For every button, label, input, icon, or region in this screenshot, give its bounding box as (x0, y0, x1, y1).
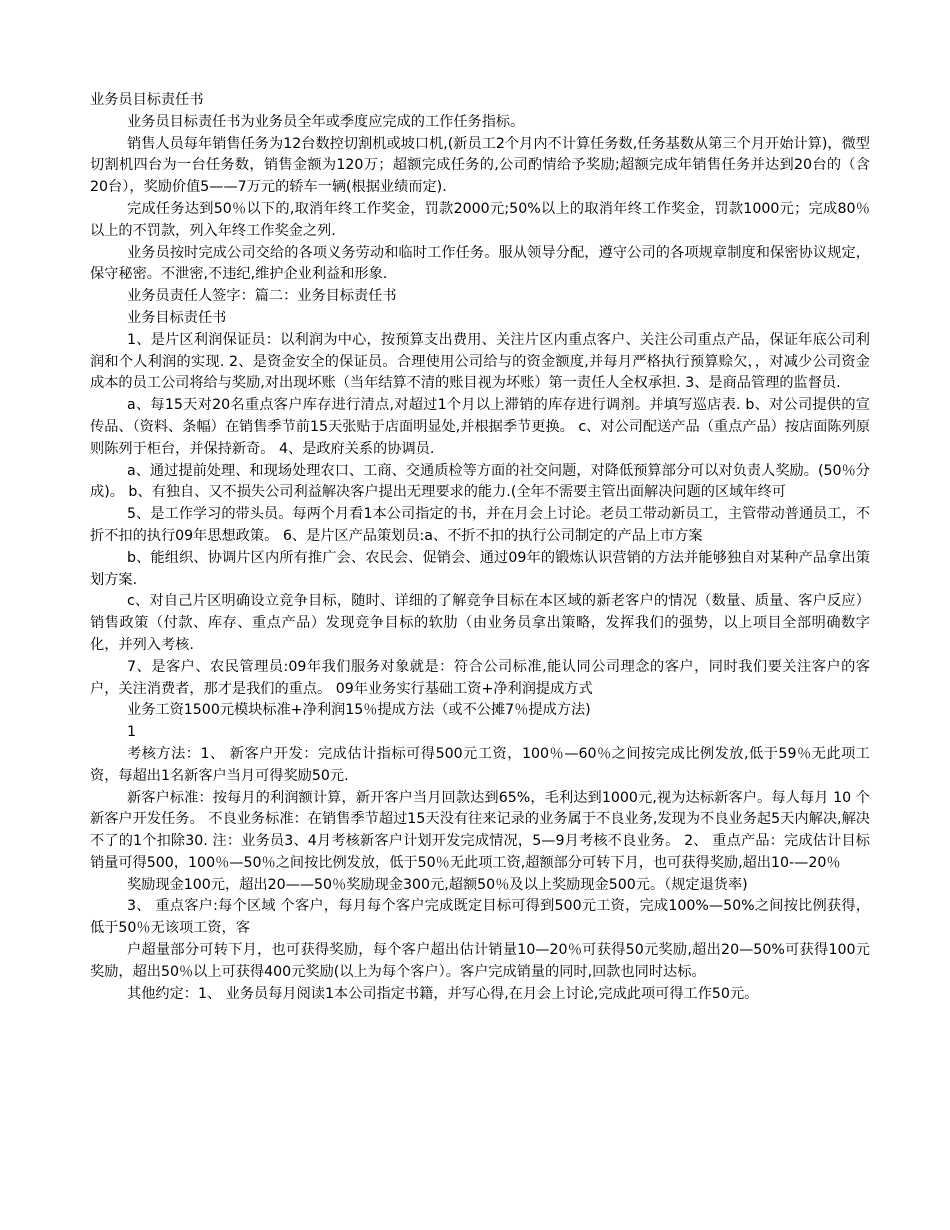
paragraph: 业务员责任人签字：篇二：业务目标责任书 (127, 288, 397, 305)
section-heading: 业务目标责任书 (127, 309, 227, 326)
paragraph: 新客户标准：按每月的利润额计算，新开客户当月回款达到65%，毛利达到1000元,视为达标新客户。每人每月 10 个新客户开发任务。 不良业务标准：在销售季节超过15天没有往来记录的业务属于不良业务,发现为不良业务起5天内解决,解决不了的1个扣除30. 注：业务员3、4月考核新客户计划开发完成情况，5—9月考核不良业务。 2、 重点产品：完成估计目标销量可得500，100％—50％之间按比例发放，低于50％无此项工资,超额部分可转下月，也可获得奖励,超出10-—20％ (90, 789, 870, 871)
paragraph: 奖励现金100元，超出20——50％奖励现金300元,超额50％及以上奖励现金500元。（规定退货率) (127, 876, 748, 893)
paragraph: 5、是工作学习的带头员。每两个月看1本公司指定的书，并在月会上讨论。老员工带动新员工，主管带动普通员工，不折不扣的执行09年思想政策。 6、是片区产品策划员:a、不折不扣的执行公司制定的产品上市方案 (90, 506, 870, 544)
paragraph: 业务员目标责任书为业务员全年或季度应完成的工作任务指标。 (127, 113, 525, 130)
paragraph: b、能组织、协调片区内所有推广会、农民会、促销会、通过09年的锻炼认识营销的方法并能够独自对某种产品拿出策划方案. (90, 549, 870, 588)
document-title: 业务员目标责任书 (90, 92, 204, 108)
paragraph: 户超量部分可转下月，也可获得奖励，每个客户超出估计销量10—20％可获得50元奖励,超出20—50%可获得100元奖励，超出50％以上可获得400元奖励(以上为每个客户）。客户完成销量的同时,回款也同时达标。 (90, 942, 870, 980)
paragraph: 销售人员每年销售任务为12台数控切割机或坡口机,(新员工2个月内不计算任务数,任务基数从第三个月开始计算)，微型切割机四台为一台任务数，销售金额为120万；超额完成任务的,公司酌情给予奖励;超额完成年销售任务并达到20台的（含20台），奖励价值5——7万元的轿车一辆(根据业绩而定). (90, 135, 870, 196)
paragraph: 3、 重点客户:每个区域 个客户，每月每个客户完成既定目标可得到500元工资，完成100%—50%之间按比例获得，低于50％无该项工资，客 (90, 898, 870, 937)
paragraph: 业务工资1500元模块标准+净利润15％提成方法（或不公摊7％提成方法) (127, 702, 591, 719)
paragraph: 业务员按时完成公司交给的各项义务劳动和临时工作任务。服从领导分配，遵守公司的各项规章制度和保密协议规定，保守秘密。不泄密,不违纪,维护企业利益和形象. (90, 244, 870, 283)
page-number: 1 (127, 724, 137, 741)
paragraph: a、通过提前处理、和现场处理农口、工商、交通质检等方面的社交问题，对降低预算部分可以对负责人奖励。(50％分成)。 b、有独自、又不损失公司利益解决客户提出无理要求的能力.(全年不需要主管出面解决问题的区域年终可 (90, 462, 870, 501)
paragraph: 其他约定：1、 业务员每月阅读1本公司指定书籍，并写心得,在月会上讨论,完成此项可得工作50元。 (127, 985, 759, 1002)
document-page (90, 90, 870, 1005)
paragraph: a、每15天对20名重点客户库存进行清点,对超过1个月以上滞销的库存进行调剂。并填写巡店表. b、对公司提供的宣传品、（资料、条幅）在销售季节前15天张贴于店面明显处,并根据季节更换。 c、对公司配送产品（重点产品）按店面陈列原则陈列于柜台，并保持新奇。 4、是政府关系的协调员. (90, 397, 870, 457)
paragraph: 1、是片区利润保证员：以利润为中心，按预算支出费用、关注片区内重点客户、关注公司重点产品，保证年底公司利润和个人利润的实现. 2、是资金安全的保证员。合理使用公司给与的资金额度,并每月严格执行预算赊欠，，对减少公司资金成本的员工公司将给与奖励,对出现坏账（当年结算不清的账目视为坏账）第一责任人全权承担. 3、是商品管理的监督员. (90, 331, 870, 392)
paragraph: c、对自己片区明确设立竞争目标，随时、详细的了解竞争目标在本区域的新老客户的情况（数量、质量、客户反应）销售政策（付款、库存、重点产品）发现竞争目标的软肋（由业务员拿出策略，发挥我们的强势，以上项目全部明确数字化，并列入考核. (90, 593, 870, 653)
paragraph: 考核方法：1、 新客户开发：完成估计指标可得500元工资，100％—60％之间按完成比例发放,低于59％无此项工资，每超出1名新客户当月可得奖励50元. (90, 745, 870, 784)
paragraph: 7、是客户、农民管理员:09年我们服务对象就是：符合公司标准,能认同公司理念的客户，同时我们要关注客户的客户，关注消费者，那才是我们的重点。 09年业务实行基础工资+净利润提成方式 (90, 658, 870, 697)
paragraph: 完成任务达到50％以下的,取消年终工作奖金，罚款2000元;50%以上的取消年终工作奖金，罚款1000元；完成80％以上的不罚款，列入年终工作奖金之列. (90, 200, 870, 239)
